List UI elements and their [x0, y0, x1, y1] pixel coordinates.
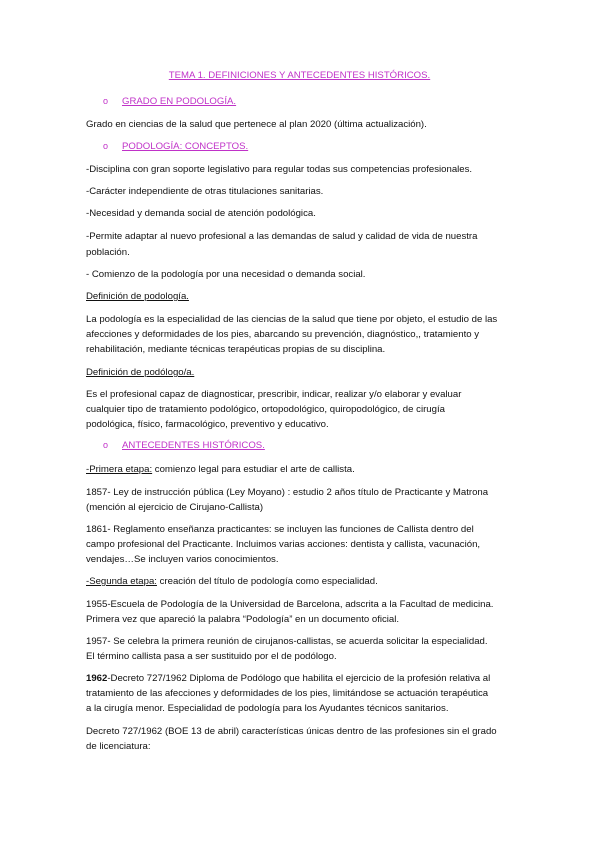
etapa2-line	[86, 575, 378, 589]
concept-line: -Disciplina con gran soporte legislativo para regular todas sus competencias profesionales.	[86, 164, 473, 175]
bullet-icon: o	[103, 96, 109, 106]
decreto-line: de licenciatura:	[86, 741, 151, 752]
concept-line: -Necesidad y demanda social de atención podológica.	[86, 208, 316, 219]
concept-line: -Permite adaptar al nuevo profesional a las demandas de salud y calidad de vida de nuestra	[86, 231, 478, 242]
etapa1-line	[86, 463, 355, 477]
p1962-line: a la cirugía menor. Especialidad de podología para los Ayudantes técnicos sanitarios.	[86, 703, 449, 714]
def-podologo-line: cualquier tipo de tratamiento podológico, ortopodológico, quiropodológico, de cirugía	[86, 404, 445, 415]
p1861-line: vendajes…Se incluyen varios conocimientos.	[86, 554, 279, 565]
def-podologo-line: Es el profesional capaz de diagnosticar, prescribir, indicar, realizar y/o elaborar y evaluar	[86, 389, 462, 400]
p1955-line: Primera vez que apareció la palabra “Podología” en un documento oficial.	[86, 614, 400, 625]
p1957-line: El término callista pasa a ser sustituido por el de podólogo.	[86, 651, 337, 662]
concept-line: -Carácter independiente de otras titulaciones sanitarias.	[86, 186, 324, 197]
def-podologo-heading: Definición de podólogo/a.	[86, 367, 195, 378]
p1962-year: 1962	[86, 673, 108, 684]
etapa2-text: creación del título de podología como especialidad.	[156, 576, 378, 587]
bullet-icon: o	[103, 141, 109, 151]
def-podologia-line: afecciones y deformidades de los pies, abarcando su prevención, diagnóstico,, tratamiento y	[86, 329, 480, 340]
bullet-icon: o	[103, 440, 109, 450]
def-podologia-line: rehabilitación, mediante técnicas terapéuticas propias de su disciplina.	[86, 344, 386, 355]
p1857-line: (mención al ejercicio de Cirujano-Callista)	[86, 502, 264, 513]
etapa1-text: comienzo legal para estudiar el arte de callista.	[152, 464, 355, 475]
p1857-line: 1857- Ley de instrucción pública (Ley Moyano) : estudio 2 años título de Practicante y Matrona	[86, 487, 489, 498]
page-title: TEMA 1. DEFINICIONES Y ANTECEDENTES HISTÓRICOS.	[168, 70, 431, 81]
concept-line: - Comienzo de la podología por una necesidad o demanda social.	[86, 269, 366, 280]
p1962-line	[86, 672, 490, 686]
section-heading-conceptos: PODOLOGÍA: CONCEPTOS.	[122, 141, 249, 152]
def-podologia-heading: Definición de podología.	[86, 291, 189, 302]
p1955-line: 1955-Escuela de Podología de la Universidad de Barcelona, adscrita a la Facultad de medicina.	[86, 599, 494, 610]
p1962-text: -Decreto 727/1962 Diploma de Podólogo que habilita el ejercicio de la profesión relativa al	[107, 673, 491, 684]
p1962-line: tratamiento de las afecciones y deformidades de los pies, limitándose se actuación terapéutica	[86, 688, 489, 699]
grado-text: Grado en ciencias de la salud que pertenece al plan 2020 (última actualización).	[86, 119, 427, 130]
p1861-line: 1861- Reglamento enseñanza practicantes: se incluyen las funciones de Callista dentro del	[86, 524, 474, 535]
section-heading-grado: GRADO EN PODOLOGÍA.	[122, 96, 237, 107]
p1957-line: 1957- Se celebra la primera reunión de cirujanos-callistas, se acuerda solicitar la especialidad.	[86, 636, 488, 647]
p1861-line: campo profesional del Practicante. Incluimos varias acciones: dentista y callista, vacunación,	[86, 539, 481, 550]
decreto-line: Decreto 727/1962 (BOE 13 de abril) características únicas dentro de las profesiones sin el grado	[86, 726, 497, 737]
etapa2-label: -Segunda etapa:	[86, 576, 157, 587]
etapa1-label: -Primera etapa:	[86, 464, 153, 475]
concept-line: población.	[86, 247, 130, 258]
def-podologia-line: La podología es la especialidad de las ciencias de la salud que tiene por objeto, el estudio de las	[86, 314, 498, 325]
section-heading-antecedentes: ANTECEDENTES HISTÓRICOS.	[122, 440, 265, 451]
def-podologo-line: podológica, físico, farmacológico, preventivo y educativo.	[86, 419, 329, 430]
